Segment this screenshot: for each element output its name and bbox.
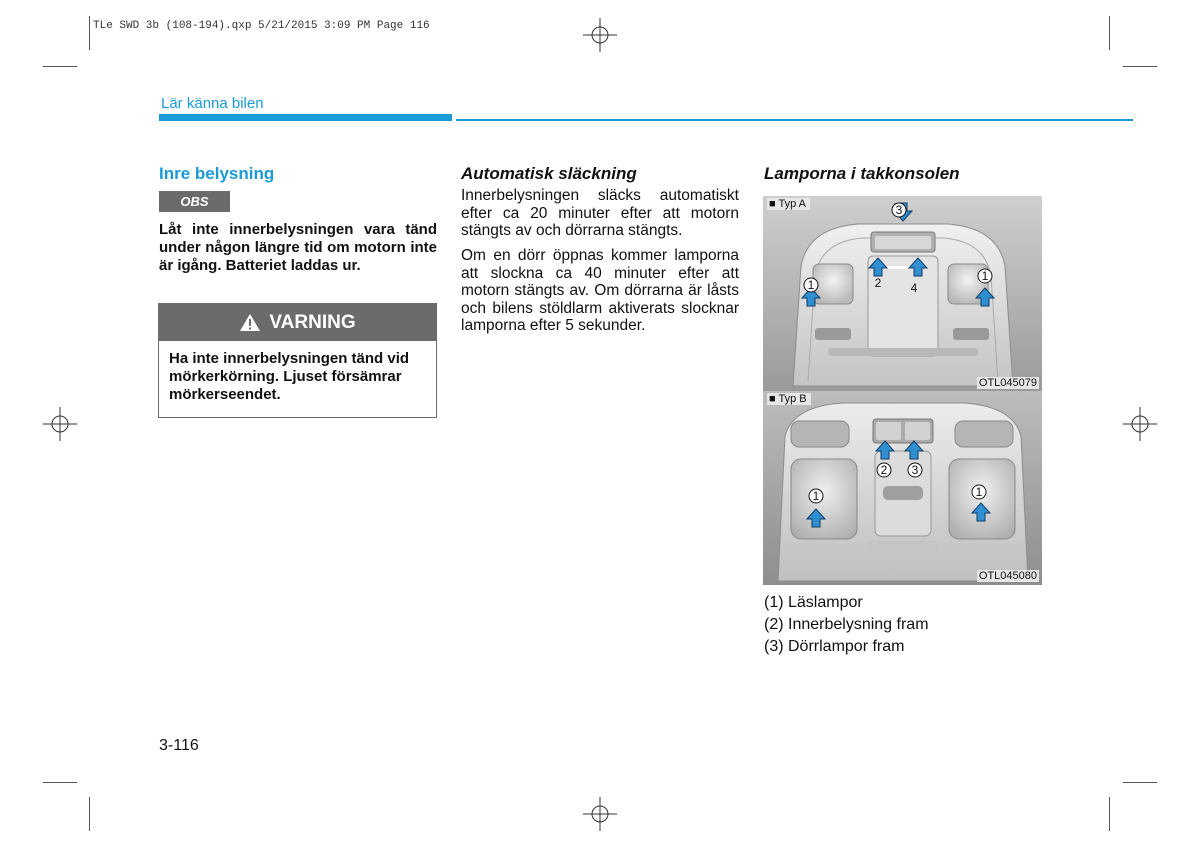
- legend-item: (3) Dörrlampor fram: [764, 638, 905, 655]
- figure-label: ■ Typ B: [767, 393, 811, 405]
- registration-mark-icon: [583, 797, 617, 831]
- callout-2: 2: [874, 276, 882, 290]
- callout-4: 4: [910, 281, 918, 295]
- section-title: Inre belysning: [159, 164, 275, 183]
- warning-box: [158, 303, 437, 418]
- header-rule: [159, 114, 452, 121]
- overhead-console-a-illustration: [763, 196, 1042, 392]
- warning-title: VARNING: [269, 311, 356, 333]
- crop-mark: [89, 16, 90, 50]
- legend-item: (1) Läslampor: [764, 594, 863, 611]
- figure-type-a: [763, 196, 1042, 392]
- callout-2: 2: [880, 463, 888, 477]
- warning-header: [159, 304, 436, 341]
- callout-3: 3: [911, 463, 919, 477]
- crop-mark: [1109, 16, 1110, 50]
- obs-text: Låt inte innerbelysningen vara tänd under någon längre tid om motorn inte är igång. Batteriet laddas ur.: [159, 221, 437, 274]
- subsection-title: Lamporna i takkonsolen: [764, 164, 960, 183]
- figure-type-b: [763, 391, 1042, 585]
- obs-badge: OBS: [159, 191, 230, 212]
- figure-label: ■ Typ A: [767, 198, 810, 210]
- crop-mark: [89, 797, 90, 831]
- callout-3: 3: [895, 203, 903, 217]
- print-slug: TLe SWD 3b (108-194).qxp 5/21/2015 3:09 PM Page 116: [93, 20, 430, 32]
- subsection-title: Automatisk släckning: [461, 164, 637, 183]
- figure-code: OTL045080: [978, 570, 1037, 582]
- figure-code: OTL045079: [978, 377, 1037, 389]
- registration-mark-icon: [583, 18, 617, 52]
- callout-1: 1: [981, 269, 989, 283]
- paragraph: Innerbelysningen släcks automatiskt efter ca 20 minuter efter att motorn stängts av och dörrarna stängts.: [461, 187, 739, 239]
- crop-mark: [43, 782, 77, 783]
- paragraph: Om en dörr öppnas kommer lamporna att slockna ca 40 minuter efter att motorn stängts av. Om dörrarna är låsts och bilens stöldlarm aktiverats slocknar lamporna efter 5 sekunder.: [461, 247, 739, 334]
- callout-1: 1: [975, 485, 983, 499]
- registration-mark-icon: [1123, 407, 1157, 441]
- legend-item: (2) Innerbelysning fram: [764, 616, 929, 633]
- crop-mark: [1123, 782, 1157, 783]
- overhead-console-b-illustration: [763, 391, 1042, 585]
- callout-1: 1: [807, 278, 815, 292]
- crop-mark: [43, 66, 77, 67]
- crop-mark: [1123, 66, 1157, 67]
- section-header: Lär känna bilen: [161, 95, 264, 112]
- callout-1: 1: [812, 489, 820, 503]
- warning-triangle-icon: [239, 313, 261, 332]
- page-number: 3-116: [159, 737, 199, 754]
- crop-mark: [1109, 797, 1110, 831]
- registration-mark-icon: [43, 407, 77, 441]
- header-rule: [456, 119, 1133, 121]
- warning-text: Ha inte innerbelysningen tänd vid mörkerkörning. Ljuset försämrar mörkerseendet.: [169, 350, 410, 403]
